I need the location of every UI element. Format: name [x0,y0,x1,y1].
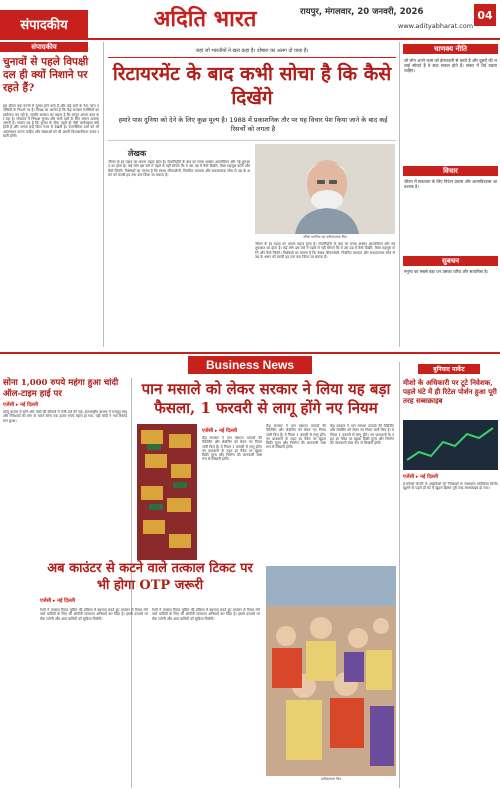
subhead-rule [108,140,396,141]
box3-body [404,269,497,345]
page-number: 04 [474,4,496,26]
banner-photo-caption: वरिष्ठ नागरिक का प्रतीकात्मक चित्र [303,235,347,239]
pilgrims-caption: प्रतीकात्मक चित्र [320,777,342,781]
elderly-man-photo [255,144,395,234]
banner-subhead: हमारे पास दुनिया को देने के लिए कुछ मूल्य है। 1988 में प्रकाशनिक तौर पर यह विचार पेश किया जाने के बाद कई रिसर्चों को लगता है [118,116,388,133]
meesho-byline: एजेंसी ▸ नई दिल्ली [403,474,439,480]
dateline: रायपुर, मंगलवार, 20 जनवरी, 2026 [300,7,424,17]
banner-body-right [255,242,395,346]
banner-body-text: जीवन के हर पड़ाव का अपना महत्व होता है। सेवानिवृत्ति के बाद का समय अक्सर आत्मचिंतन और नई शुरुआत का होता है। कई लोग इस बारे में पहले से नहीं सोचते कि वे उस उम्र में कैसे दिखेंगे, कैसा महसूस करेंगे और कैसे जिएंगे। विशेषज्ञों का मानना है कि स्वस्थ जीवनशैली, नियमित व्यायाम और सकारात्मक सोच से उम्र के असर को काफी हद तक कम किया जा सकता है। [108,160,250,177]
banner-headline: रिटायरमेंट के बाद कभी सोचा है कि कैसे दिखेंगे [112,63,392,109]
box3-title: सुबचन [403,256,498,266]
ticket-body-col2 [152,608,260,786]
box1-title: चाणक्य नीति [403,44,498,54]
gold-body-text: घरेलू बाजार में सोने और चांदी की कीमतों में तेजी दर्ज की गई। अंतरराष्ट्रीय बाजार में मजबूत रुख और निवेशकों की मांग के चलते सोना एक हजार रुपये महंगा हो गया, वहीं चांदी ने नया रिकॉर्ड स्तर छुआ। [3,410,127,423]
editorial-label: संपादकीय [0,42,88,52]
market-label: बुनियाद मार्केट [418,364,480,374]
pan-masala-photo-left [137,424,197,560]
pan-masala-packets-image [137,424,197,560]
box1-body [404,58,497,162]
pan-masala-body-text-3: केंद्र सरकार ने पान मसाला उत्पादों की पैकेजिंग और लेबलिंग को लेकर नए नियम जारी किए हैं। ये नियम 1 फरवरी से लागू होंगे। नए प्रावधानों के तहत हर पैकेट पर खुदरा बिक्री मूल्य और निर्माण की जानकारी स्पष्ट रूप से लिखनी होगी। [330,424,394,446]
meesho-headline: मीशो के अधिकारी पर टूटे निवेशक, पहले घंटे में ही रिटेल पोर्शन हुआ पूरी तरह सब्सक्राइब [403,378,497,405]
logo-text: अदिति भारत [153,6,257,32]
pan-masala-body-col1 [202,436,262,560]
gold-byline: एजेंसी ▸ नई दिल्ली [3,402,39,408]
meesho-photo [403,420,498,470]
banner-body-text-cont: जीवन के हर पड़ाव का अपना महत्व होता है। सेवानिवृत्ति के बाद का समय अक्सर आत्मचिंतन और नई शुरुआत का होता है। कई लोग इस बारे में पहले से नहीं सोचते कि वे उस उम्र में कैसे दिखेंगे, कैसा महसूस करेंगे और कैसे जिएंगे। विशेषज्ञों का मानना है कि स्वस्थ जीवनशैली, नियमित व्यायाम और सकारात्मक सोच से उम्र के असर को काफी हद तक कम किया जा सकता है। [255,242,395,259]
box2-body [404,179,497,253]
ticket-headline: अब काउंटर से कटने वाले तत्काल टिकट पर भी होगा OTP जरूरी [47,561,253,593]
box1-text: जो लोग अपने काम को ईमानदारी से करते हैं और दूसरों की भलाई सोचते हैं वे सदा सफल होते हैं। संकट में धैर्य रखना चाहिए। [404,58,497,74]
section-label: संपादकीय [0,10,88,38]
business-news-label: Business News [188,356,312,374]
kicker-rule [108,57,396,58]
newspaper-logo [150,2,260,36]
meesho-body [403,482,498,786]
trading-chart-image [403,420,498,470]
crowd-image [266,566,396,776]
pan-masala-headline: पान मसाले को लेकर सरकार ने लिया यह बड़ा फैसला, 1 फरवरी से लागू होंगे नए नियम [141,380,391,417]
meesho-body-text: ई-कॉमर्स कंपनी के आईपीओ को निवेशकों से जबरदस्त प्रतिक्रिया मिली। खुलने के पहले ही घंटे में खुदरा हिस्सा पूरी तरह सब्सक्राइब हो गया। [403,482,498,491]
pilgrims-photo [266,566,396,776]
ticket-byline: एजेंसी ▸ नई दिल्ली [40,598,76,604]
column-divider-right [399,42,400,347]
business-rule [0,352,500,354]
ticket-body-text: रेलवे ने तत्काल टिकट बुकिंग की प्रक्रिया में बदलाव करते हुए काउंटर से टिकट लेने वाले यात्रियों के लिए भी ओटीपी सत्यापन अनिवार्य कर दिया है। इससे दलालों पर रोक लगेगी और आम यात्रियों को सुविधा मिलेगी। [40,608,148,621]
pan-masala-body-text: केंद्र सरकार ने पान मसाला उत्पादों की पैकेजिंग और लेबलिंग को लेकर नए नियम जारी किए हैं। ये नियम 1 फरवरी से लागू होंगे। नए प्रावधानों के तहत हर पैकेट पर खुदरा बिक्री मूल्य और निर्माण की जानकारी स्पष्ट रूप से लिखनी होगी। [202,436,262,462]
banner-author: लेखक [128,149,147,158]
banner-body-left [108,160,250,346]
box2-text: जीवन में सफलता के लिए निरंतर प्रयास और आत्मविश्वास आवश्यक है। [404,179,497,190]
ticket-body-text-2: रेलवे ने तत्काल टिकट बुकिंग की प्रक्रिया में बदलाव करते हुए काउंटर से टिकट लेने वाले यात्रियों के लिए भी ओटीपी सत्यापन अनिवार्य कर दिया है। इससे दलालों पर रोक लगेगी और आम यात्रियों को सुविधा मिलेगी। [152,608,260,621]
gold-body [3,410,127,556]
pan-masala-body-col3 [330,424,394,560]
editorial-body-text: इस दौरान कई राज्यों में चुनाव होने वाले हैं और कई दलों के नेता जांच एजेंसियों के निशाने पर हैं। विपक्ष का आरोप है कि केंद्र सरकार एजेंसियों का इस्तेमाल कर रही है, जबकि सरकार का कहना है कि कानून अपना काम कर रहा है। लोकतंत्र में निष्पक्ष चुनाव और सभी दलों के लिए समान अवसर जरूरी है। सवाल यह है कि चुनाव के ठीक पहले ही ऐसी कार्रवाइयां क्यों होती हैं और जनता इन्हें किस नजर से देखती है। राजनीतिक दलों को भी आत्ममंथन करना चाहिए और संस्थाओं को भी अपनी विश्वसनीयता बनाए रखनी होगी। [3,104,99,139]
pan-masala-body-col2 [266,424,326,560]
banner-photo [255,144,395,234]
website-url[interactable]: www.adityabharat.com [398,22,474,30]
pan-masala-body-text-2: केंद्र सरकार ने पान मसाला उत्पादों की पैकेजिंग और लेबलिंग को लेकर नए नियम जारी किए हैं। ये नियम 1 फरवरी से लागू होंगे। नए प्रावधानों के तहत हर पैकेट पर खुदरा बिक्री मूल्य और निर्माण की जानकारी स्पष्ट रूप से लिखनी होगी। [266,424,326,450]
pan-masala-byline: एजेंसी ▸ नई दिल्ली [202,428,238,434]
masthead-rule [0,38,500,40]
ticket-body-col1 [40,608,148,786]
banner-kicker: जहां जो भारतीयों ने खरा कहा है। दोषारा का अलग दो पाया है। [195,48,309,54]
editorial-headline: चुनावों से पहले विपक्षी दल ही क्यों निशाने पर रहते हैं? [3,56,89,94]
editorial-body [3,104,99,346]
box3-text: मनुष्य का सबसे बड़ा धन उसका चरित्र और सत्यनिष्ठा है। [404,269,489,274]
column-divider [103,42,104,347]
column-divider-right-bottom [399,362,400,788]
gold-headline: सोना 1,000 रुपये महंगा हुआ चांदी ऑल-टाइम हाई पर [3,378,119,399]
box2-title: विचार [403,166,498,176]
